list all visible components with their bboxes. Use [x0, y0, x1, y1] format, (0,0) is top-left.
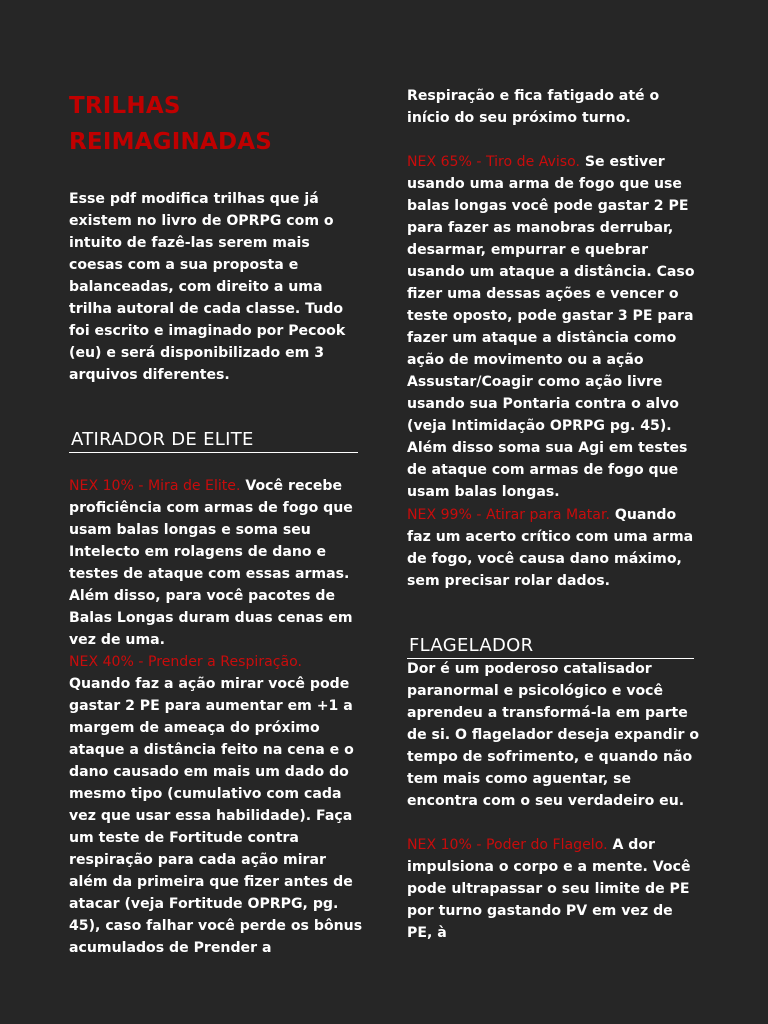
atirador-nex40-text: Quando faz a ação mirar você pode gastar 2 PE para aumentar em +1 a margem de ameaça do próximo ataque a distância feito na cena e o dano causado em mais um dado do mesmo tipo (cumulativo com cada vez que usar essa habilidade). Faça um teste de Fortitude contra respiração para cada ação mirar além da primeira que fizer antes de atacar (veja Fortitude OPRPG, pg. 45), caso falhar você perde os bônus acumulados de Prender a	[69, 676, 363, 956]
title-line-2: REIMAGINADAS	[69, 129, 273, 155]
atirador-nex99-label: NEX 99% - Atirar para Matar.	[407, 507, 610, 523]
atirador-nex99	[407, 504, 702, 592]
atirador-nex65-label: NEX 65% - Tiro de Aviso.	[407, 154, 580, 170]
section-heading-atirador	[69, 428, 358, 453]
atirador-nex10	[69, 475, 364, 651]
atirador-nex65-text: Se estiver usando uma arma de fogo que use balas longas você pode gastar 2 PE para fazer as manobras derrubar, desarmar, empurrar e quebrar usando um ataque a distância. Caso fizer uma dessas ações e vencer o teste oposto, pode gastar 3 PE para fazer um ataque a distância como ação de movimento ou a ação Assustar/Coagir como ação livre usando sua Pontaria contra o alvo (veja Intimidação OPRPG pg. 45). Além disso soma sua Agi em testes de ataque com armas de fogo que usam balas longas.	[407, 154, 695, 500]
atirador-nex40	[69, 651, 364, 956]
flagelador-nex10	[407, 834, 702, 944]
title-line-1: TRILHAS	[69, 93, 181, 119]
flagelador-nex10-label: NEX 10% - Poder do Flagelo.	[407, 837, 608, 853]
section-heading-flagelador	[407, 634, 694, 659]
atirador-nex65	[407, 151, 702, 503]
atirador-nex40-continued	[407, 85, 702, 129]
document-title	[69, 88, 272, 160]
atirador-nex40-continued-text: Respiração e fica fatigado até o início do seu próximo turno.	[407, 88, 660, 126]
atirador-nex40-label: NEX 40% - Prender a Respiração.	[69, 654, 303, 670]
flagelador-nex10-text: A dor impulsiona o corpo e a mente. Você pode ultrapassar o seu limite de PE por turno gastando PV em vez de PE, à	[407, 837, 691, 941]
atirador-nex10-label: NEX 10% - Mira de Elite.	[69, 478, 241, 494]
flagelador-intro: Dor é um poderoso catalisador paranormal e psicológico e você aprendeu a transformá-la em parte de si. O flagelador deseja expandir o tempo de sofrimento, e quando não tem mais como aguentar, se encontra com o seu verdadeiro eu.	[407, 661, 700, 809]
section-title-atirador: ATIRADOR DE ELITE	[71, 429, 254, 450]
atirador-nex10-text: Você recebe proficiência com armas de fogo que usam balas longas e soma seu Intelecto em rolagens de dano e testes de ataque com essas armas. Além disso, para você pacotes de Balas Longas duram duas cenas em vez de uma.	[69, 478, 353, 648]
intro-paragraph: Esse pdf modifica trilhas que já existem no livro de OPRPG com o intuito de fazê-las serem mais coesas com a sua proposta e balanceadas, com direito a uma trilha autoral de cada classe. Tudo foi escrito e imaginado por Pecook (eu) e será disponibilizado em 3 arquivos diferentes.	[69, 191, 346, 383]
atirador-nex99-text: Quando faz um acerto crítico com uma arma de fogo, você causa dano máximo, sem precisar rolar dados.	[407, 507, 694, 589]
section-title-flagelador: FLAGELADOR	[409, 635, 534, 656]
